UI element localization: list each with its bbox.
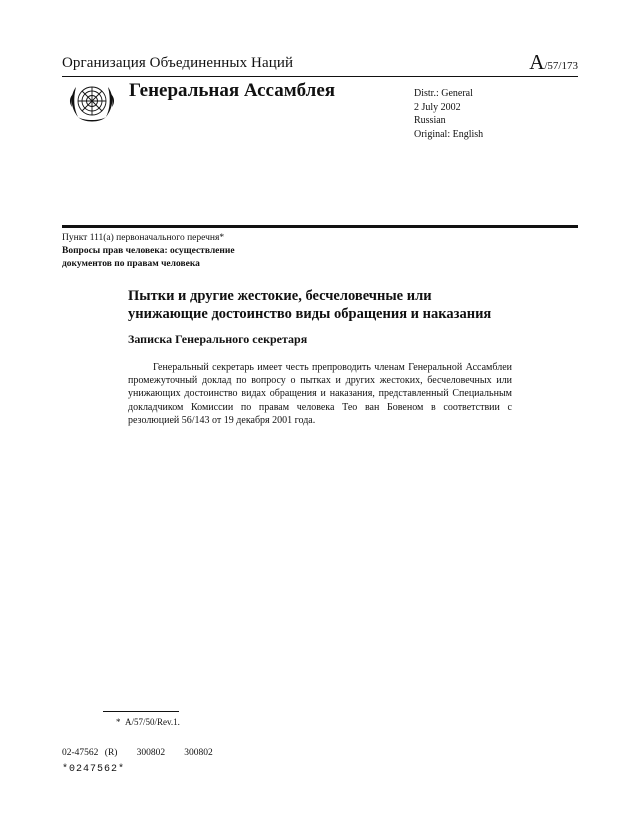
un-emblem-icon xyxy=(64,79,120,127)
title-line2: унижающие достоинство виды обращения и наказания xyxy=(128,306,492,322)
section-rule xyxy=(62,225,578,228)
title-line1: Пытки и другие жестокие, бесчеловечные или xyxy=(128,288,432,304)
distribution-language: Russian xyxy=(414,115,446,126)
distribution-block xyxy=(414,87,483,141)
footnote-text: A/57/50/Rev.1. xyxy=(125,717,180,727)
body-paragraph: Генеральный секретарь имеет честь препроводить членам Генеральной Ассамблеи промежуточный доклад по вопросу о пытках и других жестоких, бесчеловечных или унижающих достоинство видах обращения и наказания, представленный Специальным докладчиком Комиссии по правам человека Тео ван Бовеном в соответствии с резолюцией 56/143 от 19 декабря 2001 года. xyxy=(128,362,512,426)
document-number: 02-47562 (R) 300802 300802 xyxy=(62,748,213,758)
symbol-number: /57/173 xyxy=(544,60,578,72)
document-title xyxy=(128,287,568,323)
header-rule xyxy=(62,76,578,77)
agenda-topic-line2: документов по правам человека xyxy=(62,259,200,269)
agenda-item: Пункт 111(a) первоначального перечня* xyxy=(62,233,225,243)
document-subtitle: Записка Генерального секретаря xyxy=(128,332,308,346)
agenda-topic-line1: Вопросы прав человека: осуществление xyxy=(62,246,235,256)
footnote xyxy=(116,717,180,727)
distribution-original: Original: English xyxy=(414,128,484,140)
agenda-block xyxy=(62,232,235,271)
symbol-letter: A xyxy=(529,50,545,74)
footnote-rule xyxy=(103,711,179,712)
barcode-text: *0247562* xyxy=(62,764,126,775)
organization-name: Организация Объединенных Наций xyxy=(62,55,294,71)
distribution-date: 2 July 2002 xyxy=(414,101,461,113)
distribution-line: Distr.: General xyxy=(414,88,473,99)
assembly-name: Генеральная Ассамблея xyxy=(129,80,336,101)
document-symbol xyxy=(529,50,578,75)
footnote-mark: * xyxy=(116,717,121,727)
